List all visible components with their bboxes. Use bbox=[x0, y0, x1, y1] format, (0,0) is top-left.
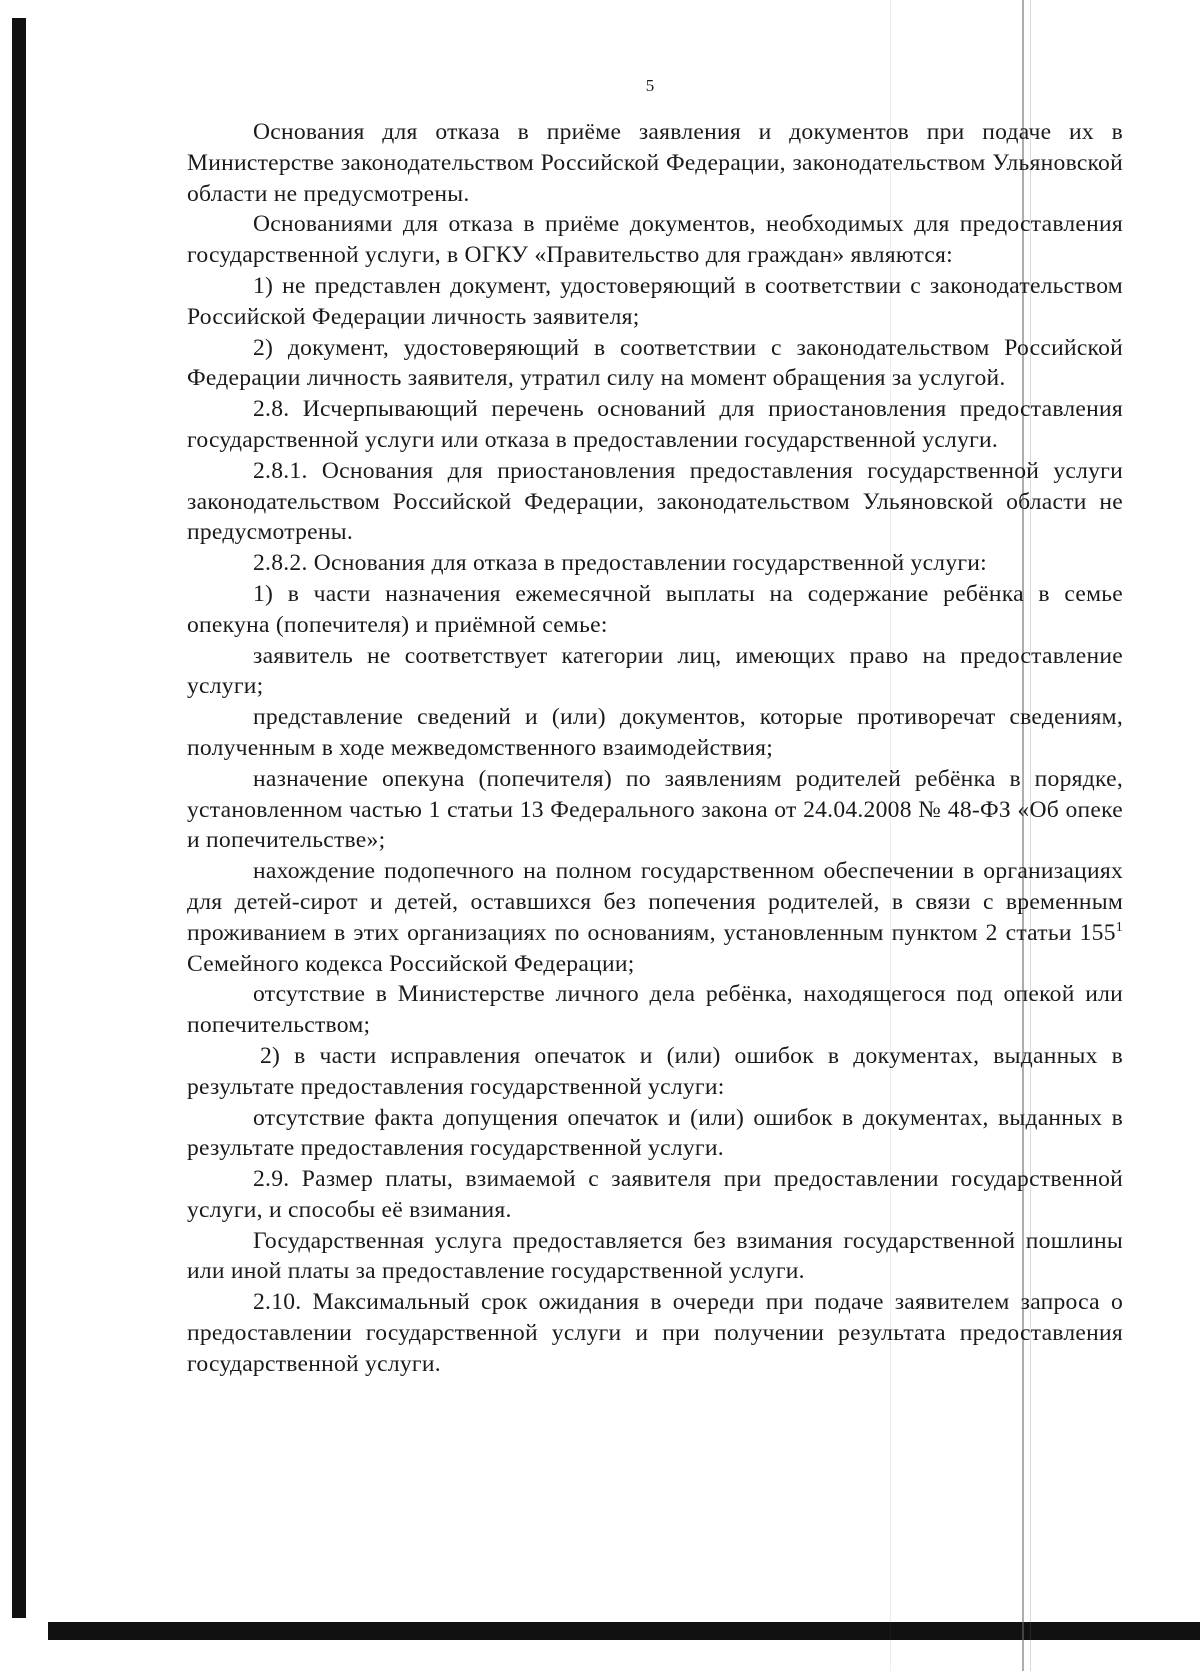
subsection: 2.8.1. Основания для приостановления предоставления государственной услуги законодательством Российской Федерации, законодательством Ульяновской области не предусмотрены. bbox=[187, 457, 1123, 546]
document-body bbox=[187, 117, 1123, 1380]
paragraph bbox=[187, 856, 1123, 979]
paragraph-text: Семейного кодекса Российской Федерации; bbox=[187, 950, 635, 977]
list-item: 2) в части исправления опечаток и (или) ошибок в документах, выданных в результате предоставления государственной услуги: bbox=[187, 1042, 1123, 1100]
paragraph: отсутствие факта допущения опечаток и (или) ошибок в документах, выданных в результате предоставления государственной услуги. bbox=[187, 1104, 1123, 1162]
list-item: 1) не представлен документ, удостоверяющий в соответствии с законодательством Российской Федерации личность заявителя; bbox=[187, 272, 1123, 330]
paragraph-text: нахождение подопечного на полном государственном обеспечении в организациях для детей-сирот и детей, оставшихся без попечения родителей, в связи с временным проживанием в этих организациях по основаниям, установленным пунктом 2 статьи 155 bbox=[187, 858, 1123, 946]
paragraph: Государственная услуга предоставляется без взимания государственной пошлины или иной платы за предоставление государственной услуги. bbox=[187, 1227, 1123, 1285]
section-heading: 2.8. Исчерпывающий перечень оснований для приостановления предоставления государственной услуги или отказа в предоставлении государственной услуги. bbox=[187, 396, 1123, 453]
scan-edge-left bbox=[12, 18, 26, 1618]
paragraph: назначение опекуна (попечителя) по заявлениям родителей ребёнка в порядке, установленном частью 1 статьи 13 Федерального закона от 24.04.2008 № 48-ФЗ «Об опеке и попечительстве»; bbox=[187, 765, 1123, 854]
scan-edge-bottom bbox=[48, 1622, 1200, 1640]
paragraph: Основаниями для отказа в приёме документов, необходимых для предоставления государственной услуги, в ОГКУ «Правительство для граждан» являются: bbox=[187, 211, 1123, 269]
list-item: 2) документ, удостоверяющий в соответствии с законодательством Российской Федерации личность заявителя, утратил силу на момент обращения за услугой. bbox=[187, 334, 1123, 392]
section-heading: 2.9. Размер платы, взимаемой с заявителя при предоставлении государственной услуги, и способы её взимания. bbox=[187, 1166, 1123, 1223]
subsection: 2.8.2. Основания для отказа в предоставлении государственной услуги: bbox=[253, 550, 987, 577]
paragraph: отсутствие в Министерстве личного дела ребёнка, находящегося под опекой или попечительством; bbox=[187, 981, 1123, 1039]
page-number: 5 bbox=[645, 76, 655, 95]
list-item: 1) в части назначения ежемесячной выплаты на содержание ребёнка в семье опекуна (попечителя) и приёмной семье: bbox=[187, 580, 1123, 638]
superscript: 1 bbox=[1115, 919, 1123, 935]
paragraph: представление сведений и (или) документов, которые противоречат сведениям, полученным в ходе межведомственного взаимодействия; bbox=[187, 704, 1123, 761]
section-heading: 2.10. Максимальный срок ожидания в очереди при подаче заявителем запроса о предоставлении государственной услуги и при получении результата предоставления государственной услуги. bbox=[187, 1289, 1123, 1377]
paragraph: Основания для отказа в приёме заявления и документов при подаче их в Министерстве законодательством Российской Федерации, законодательством Ульяновской области не предусмотрены. bbox=[187, 119, 1123, 207]
paragraph: заявитель не соответствует категории лиц, имеющих право на предоставление услуги; bbox=[187, 642, 1123, 700]
